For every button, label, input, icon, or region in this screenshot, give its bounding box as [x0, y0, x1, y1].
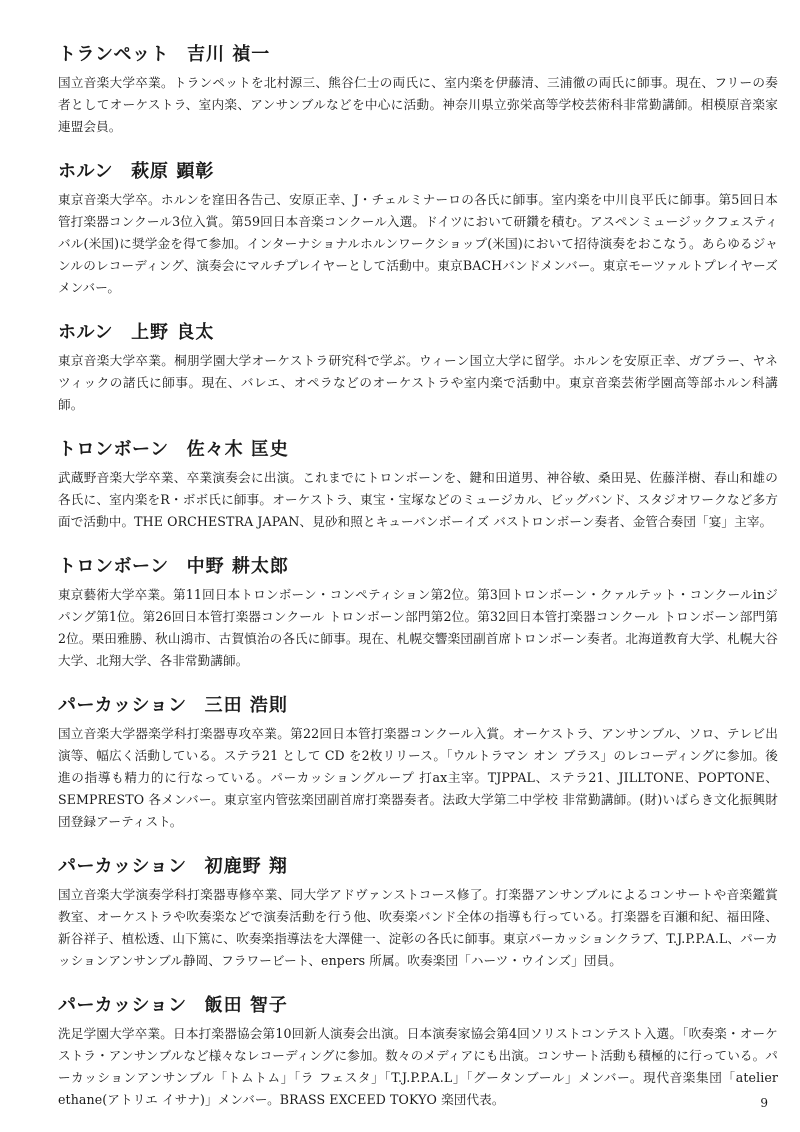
- profile-name: 萩原 顕彰: [131, 161, 215, 182]
- profile-bio: 東京藝術大学卒業。第11回日本トロンボーン・コンペティション第2位。第3回トロンボーン・クァルテット・コンクールinジパング第1位。第26回日本管打楽器コンクール トロンボーン部門第2位。第32回日本管打楽器コンクール トロンボーン部門第2位。栗田雅勝、秋山鴻市、古賀慎治の各氏に師事。現在、札幌交響楽団副首席トロンボーン奏者。北海道教育大学、札幌大谷大学、北翔大学、各非常勤講師。: [58, 587, 778, 668]
- profiles-list: [58, 42, 778, 1132]
- profile-instrument: ホルン: [58, 161, 114, 182]
- profile-heading: [58, 42, 778, 68]
- profile-name: 吉川 禎一: [187, 44, 271, 65]
- profile-instrument: トロンボーン: [58, 439, 169, 460]
- profile-entry: [58, 437, 778, 533]
- profile-entry: [58, 159, 778, 299]
- profile-bio: 武蔵野音楽大学卒業、卒業演奏会に出演。これまでにトロンボーンを、鍵和田道男、神谷敏、桑田晃、佐藤洋樹、春山和雄の各氏に、室内楽をR・ボボ氏に師事。オーケストラ、東宝・宝塚などのミュージカル、ビッグバンド、スタジオワークなど多方面で活動中。THE ORCHESTRA JAPAN、見砂和照とキューバンボーイズ バストロンボーン奏者、金管合奏団「宴」主宰。: [58, 470, 778, 529]
- profile-heading: [58, 554, 778, 580]
- profile-heading: [58, 993, 778, 1019]
- profile-instrument: パーカッション: [58, 695, 187, 716]
- profile-instrument: ホルン: [58, 322, 114, 343]
- profile-name: 初鹿野 翔: [204, 856, 288, 877]
- profile-bio: 国立音楽大学卒業。トランペットを北村源三、熊谷仁士の両氏に、室内楽を伊藤清、三浦徹の両氏に師事。現在、フリーの奏者としてオーケストラ、室内楽、アンサンブルなどを中心に活動。神奈川県立弥栄高等学校芸術科非常勤講師。相模原音楽家連盟会員。: [58, 75, 778, 134]
- profile-bio: 洗足学園大学卒業。日本打楽器協会第10回新人演奏会出演。日本演奏家協会第4回ソリストコンテスト入選。「吹奏楽・オーケストラ・アンサンブルなど様々なレコーディングに参加。数々のメディアにも出演。コンサート活動も積極的に行っている。パーカッションアンサンブル「トムトム」「ラ フェスタ」「T.J.P.P.A.L」「グータンブール」メンバー。現代音楽集団「atelier ethane(アトリエ イサナ)」メンバー。BRASS EXCEED TOKYO 楽団代表。: [58, 1026, 778, 1107]
- profile-heading: [58, 159, 778, 185]
- profile-instrument: パーカッション: [58, 856, 187, 877]
- profile-name: 上野 良太: [131, 322, 215, 343]
- profile-bio: 東京音楽大学卒業。桐朋学園大学オーケストラ研究科で学ぶ。ウィーン国立大学に留学。ホルンを安原正幸、ガブラー、ヤネツィックの諸氏に師事。現在、バレエ、オペラなどのオーケストラや室内楽で活動中。東京音楽芸術学園高等部ホルン科講師。: [58, 353, 778, 412]
- profile-bio: 国立音楽大学演奏学科打楽器専修卒業、同大学アドヴァンストコース修了。打楽器アンサンブルによるコンサートや音楽鑑賞教室、オーケストラや吹奏楽などで演奏活動を行う他、吹奏楽バンド全体の指導も行っている。打楽器を百瀬和紀、福田隆、新谷祥子、植松透、山下篤に、吹奏楽指導法を大澤健一、淀彰の各氏に師事。東京パーカッションクラブ、T.J.P.P.A.L、パーカッションアンサンブル静岡、フラワービート、enpers 所属。吹奏楽団「ハーツ・ウインズ」団員。: [58, 887, 778, 968]
- profile-heading: [58, 854, 778, 880]
- profile-entry: [58, 320, 778, 416]
- profile-instrument: トランペット: [58, 44, 169, 65]
- profile-name: 佐々木 匡史: [186, 439, 289, 460]
- profile-bio: 国立音楽大学器楽学科打楽器専攻卒業。第22回日本管打楽器コンクール入賞。オーケストラ、アンサンブル、ソロ、テレビ出演等、幅広く活動している。ステラ21 として CD を2枚リリース。「ウルトラマン オン ブラス」のレコーディングに参加。後進の指導も精力的に行なっている。パーカッショングループ 打ax主宰。TJPPAL、ステラ21、JILLTONE、POPTONE、SEMPRESTO 各メンバー。東京室内管弦楽団副首席打楽器奏者。法政大学第二中学校 非常勤講師。(財)いばらき文化振興財団登録アーティスト。: [58, 726, 778, 829]
- profile-entry: [58, 42, 778, 138]
- page-number: 9: [760, 1096, 768, 1110]
- profile-heading: [58, 437, 778, 463]
- profile-entry: [58, 854, 778, 972]
- profile-entry: [58, 693, 778, 833]
- profile-name: 中野 耕太郎: [186, 556, 289, 577]
- profile-heading: [58, 693, 778, 719]
- profile-entry: [58, 993, 778, 1111]
- profile-instrument: トロンボーン: [58, 556, 169, 577]
- profile-name: 飯田 智子: [204, 995, 288, 1016]
- profile-heading: [58, 320, 778, 346]
- profile-entry: [58, 554, 778, 672]
- profile-bio: 東京音楽大学卒。ホルンを窪田各告己、安原正幸、J・チェルミナーロの各氏に師事。室内楽を中川良平氏に師事。第5回日本管打楽器コンクール3位入賞。第59回日本音楽コンクール入選。ドイツにおいて研鑽を積む。アスペンミュージックフェスティバル(米国)に奨学金を得て参加。インターナショナルホルンワークショップ(米国)において招待演奏をおこなう。あらゆるジャンルのレコーディング、演奏会にマルチプレイヤーとして活動中。東京BACHバンドメンバー。東京モーツァルトプレイヤーズメンバー。: [58, 192, 778, 295]
- profile-name: 三田 浩則: [204, 695, 288, 716]
- profile-instrument: パーカッション: [58, 995, 187, 1016]
